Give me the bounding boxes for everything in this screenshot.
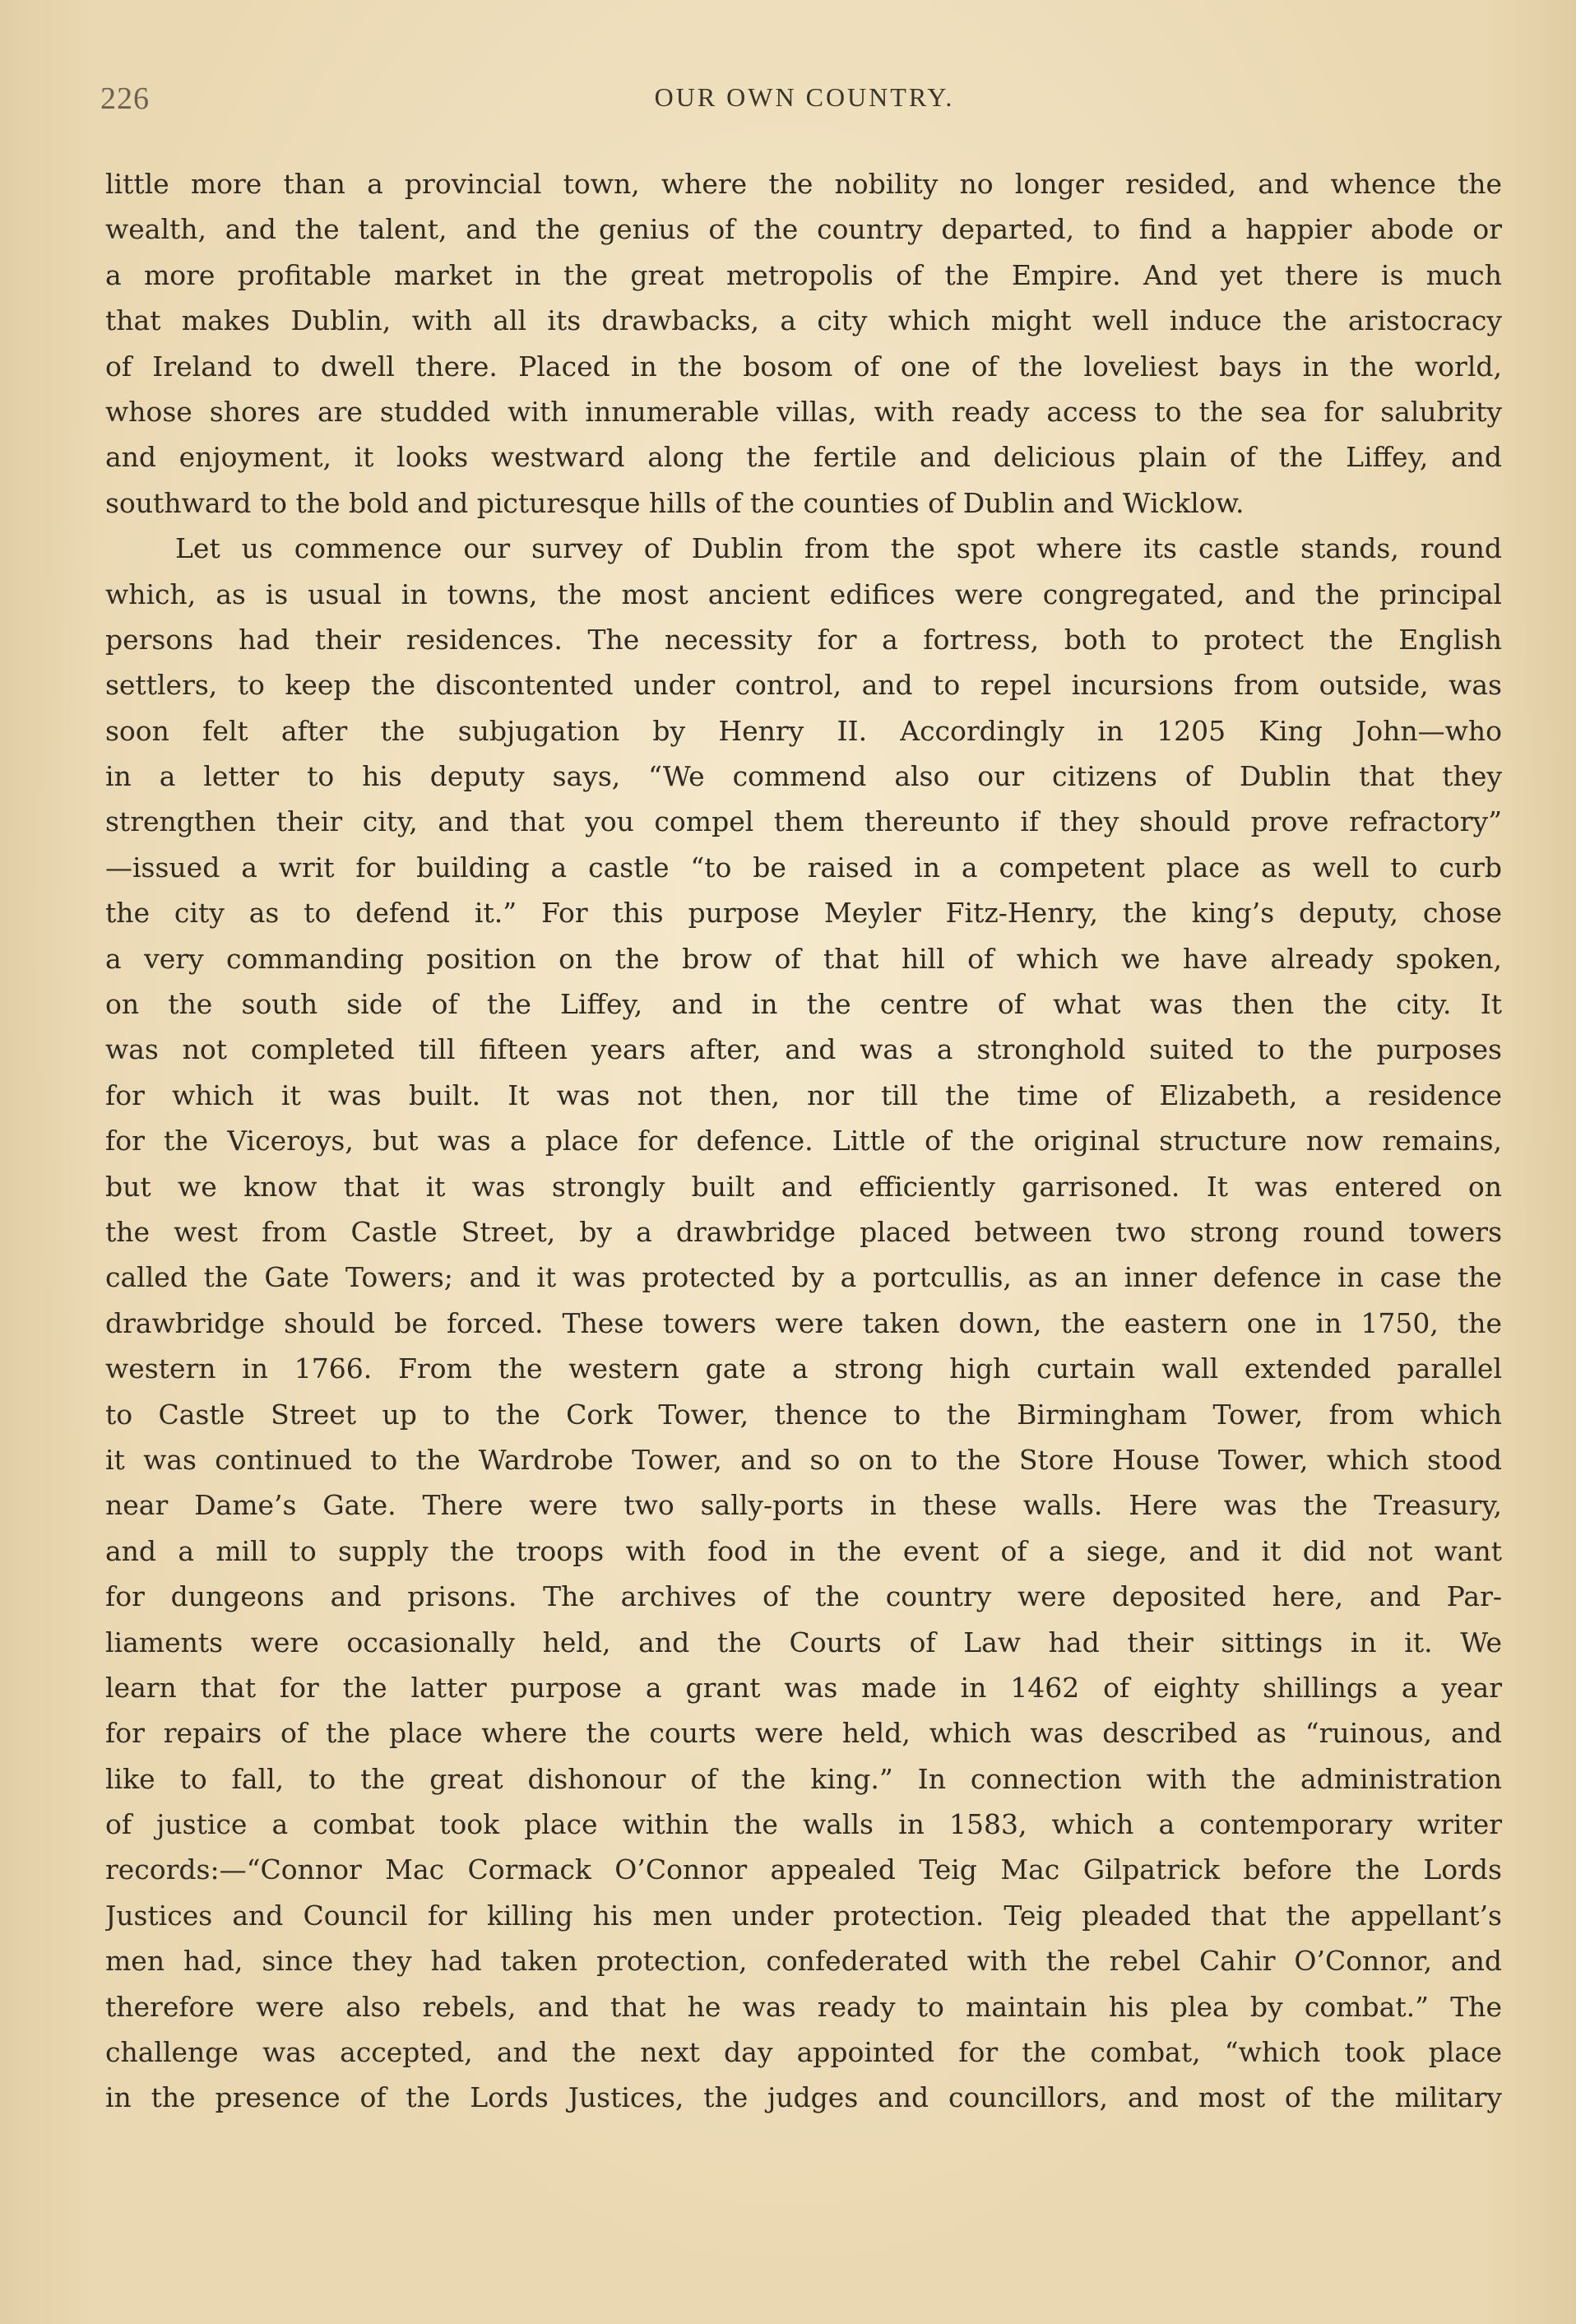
text-line: persons had their residences. The necessity for a fortress, both to protect the English: [105, 623, 1502, 656]
text-line: near Dame’s Gate. There were two sally-ports in these walls. Here was the Treasury,: [105, 1489, 1502, 1522]
text-line: men had, since they had taken protection, confederated with the rebel Cahir O’Connor, and: [105, 1945, 1502, 1978]
text-line: learn that for the latter purpose a grant was made in 1462 of eighty shillings a year: [105, 1671, 1502, 1704]
text-line: liaments were occasionally held, and the Courts of Law had their sittings in it. We: [105, 1626, 1502, 1658]
text-line: but we know that it was strongly built and efficiently garrisoned. It was entered on: [105, 1170, 1502, 1203]
text-line: for dungeons and prisons. The archives of the country were deposited here, and Par-: [105, 1580, 1502, 1613]
text-line: challenge was accepted, and the next day appointed for the combat, “which took place: [105, 2036, 1502, 2069]
text-line: soon felt after the subjugation by Henry II. Accordingly in 1205 King John—who: [105, 714, 1502, 747]
text-line: of Ireland to dwell there. Placed in the bosom of one of the loveliest bays in the world,: [105, 350, 1502, 383]
text-line: it was continued to the Wardrobe Tower, and so on to the Store House Tower, which stood: [105, 1443, 1502, 1476]
text-line: on the south side of the Liffey, and in the centre of what was then the city. It: [105, 988, 1502, 1021]
text-line: which, as is usual in towns, the most ancient edifices were congregated, and the principal: [105, 578, 1502, 610]
text-line: called the Gate Towers; and it was protected by a portcullis, as an inner defence in case the: [105, 1261, 1502, 1294]
text-line: the city as to defend it.” For this purpose Meyler Fitz-Henry, the king’s deputy, chose: [105, 897, 1502, 930]
text-line: settlers, to keep the discontented under control, and to repel incursions from outside, was: [105, 669, 1502, 702]
text-line: in a letter to his deputy says, “We commend also our citizens of Dublin that they: [105, 760, 1502, 793]
text-line: a more profitable market in the great metropolis of the Empire. And yet there is much: [105, 258, 1502, 291]
text-line: Justices and Council for killing his men under protection. Teig pleaded that the appellant’s: [105, 1899, 1502, 1932]
text-line: therefore were also rebels, and that he was ready to maintain his plea by combat.” The: [105, 1990, 1502, 2023]
text-line: like to fall, to the great dishonour of the king.” In connection with the administration: [105, 1762, 1502, 1795]
text-line: to Castle Street up to the Cork Tower, thence to the Birmingham Tower, from which: [105, 1398, 1502, 1431]
text-line: that makes Dublin, with all its drawbacks, a city which might well induce the aristocracy: [105, 304, 1502, 337]
text-line: southward to the bold and picturesque hills of the counties of Dublin and Wicklow.: [105, 486, 1245, 519]
text-line: the west from Castle Street, by a drawbridge placed between two strong round towers: [105, 1215, 1502, 1248]
text-line: a very commanding position on the brow of that hill of which we have already spoken,: [105, 942, 1502, 975]
text-line: was not completed till fifteen years after, and was a stronghold suited to the purposes: [105, 1033, 1502, 1066]
text-line: wealth, and the talent, and the genius of the country departed, to find a happier abode or: [105, 213, 1502, 246]
text-line: little more than a provincial town, where the nobility no longer resided, and whence the: [105, 168, 1502, 200]
text-line: for the Viceroys, but was a place for defence. Little of the original structure now remains,: [105, 1125, 1502, 1157]
body-text: [105, 161, 1502, 2121]
text-line: whose shores are studded with innumerable villas, with ready access to the sea for salubrity: [105, 395, 1502, 428]
text-line: for which it was built. It was not then, nor till the time of Elizabeth, a residence: [105, 1079, 1502, 1111]
text-line: Let us commence our survey of Dublin from the spot where its castle stands, round: [175, 532, 1502, 565]
text-line: western in 1766. From the western gate a strong high curtain wall extended parallel: [105, 1352, 1502, 1385]
text-line: and a mill to supply the troops with food in the event of a siege, and it did not want: [105, 1534, 1502, 1567]
page-number: 226: [100, 81, 150, 116]
text-line: in the presence of the Lords Justices, the judges and councillors, and most of the military: [105, 2081, 1502, 2114]
text-line: strengthen their city, and that you compel them thereunto if they should prove refractory”: [105, 805, 1502, 838]
text-line: of justice a combat took place within the walls in 1583, which a contemporary writer: [105, 1808, 1502, 1841]
running-head: [100, 81, 1509, 122]
running-title: OUR OWN COUNTRY.: [654, 82, 955, 112]
text-line: —issued a writ for building a castle “to be raised in a competent place as well to curb: [105, 851, 1502, 884]
text-line: drawbridge should be forced. These towers were taken down, the eastern one in 1750, the: [105, 1306, 1502, 1339]
text-line: records:—“Connor Mac Cormack O’Connor appealed Teig Mac Gilpatrick before the Lords: [105, 1853, 1502, 1886]
text-line: and enjoyment, it looks westward along the fertile and delicious plain of the Liffey, and: [105, 441, 1502, 474]
text-line: for repairs of the place where the courts were held, which was described as “ruinous, and: [105, 1717, 1502, 1750]
